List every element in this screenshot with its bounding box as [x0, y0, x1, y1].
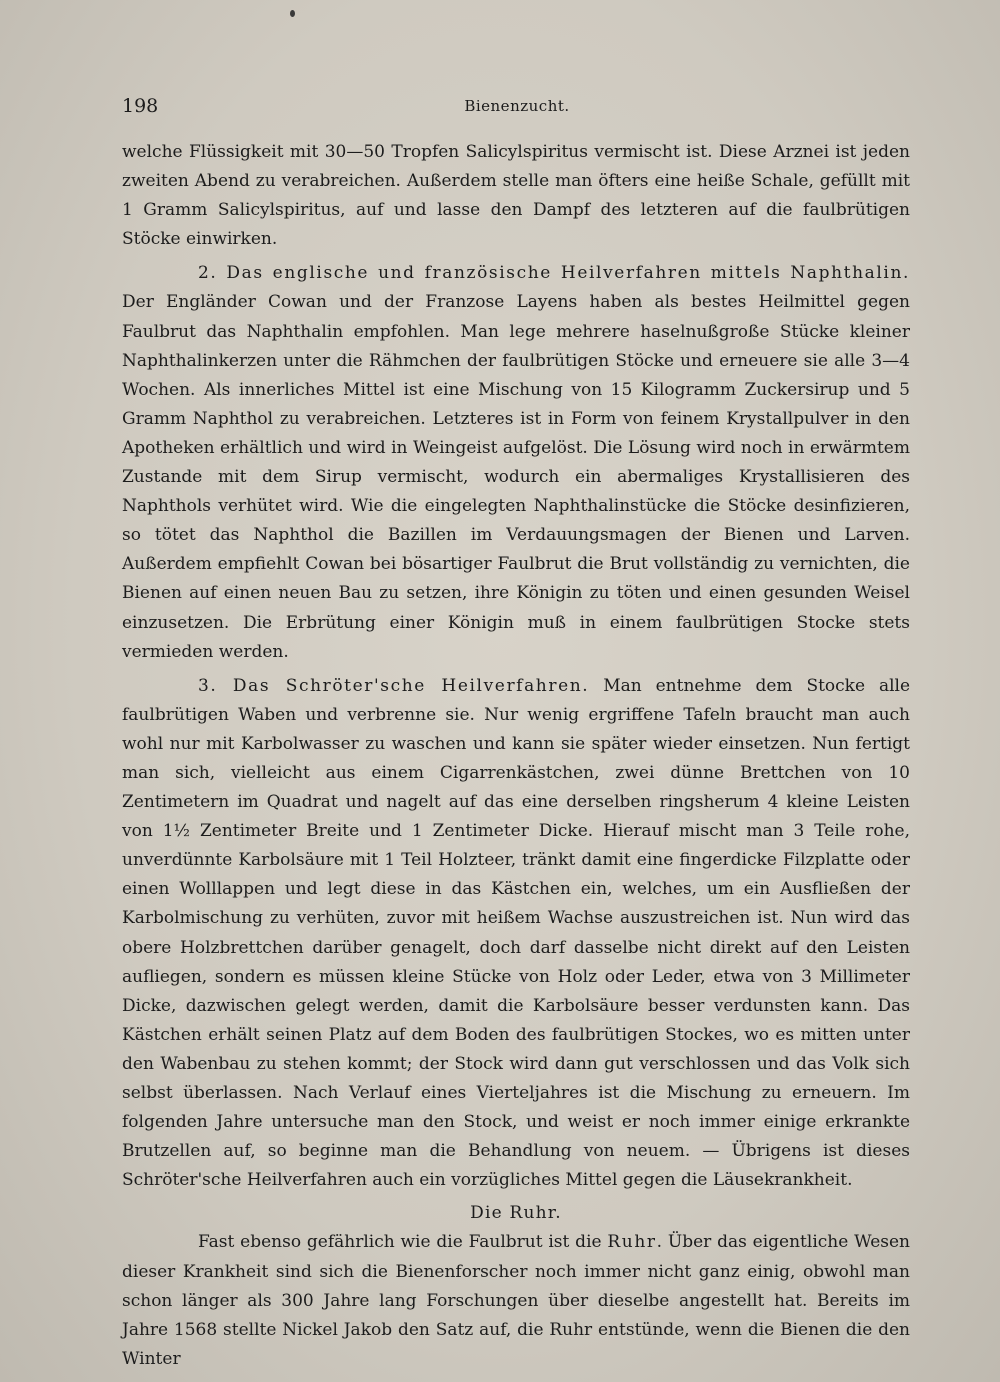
section-title: Die Ruhr. [470, 1203, 562, 1224]
paragraph-continuation: welche Flüssigkeit mit 30—50 Tropfen Salicylspiritus vermischt ist. Diese Arznei ist jeden zweiten Abend zu verabreichen. Außerdem stelle man öfters eine heiße Schale, gefüllt mit 1 Gramm Salicylspiritus, auf und lasse den Dampf des letzteren auf die faulbrütigen Stöcke einwirken. [122, 142, 910, 250]
paragraph-body: Man entnehme dem Stocke alle faulbrütigen Waben und verbrenne sie. Nur wenig ergriffene Tafeln braucht man auch wohl nur mit Karbolwasser zu waschen und kann sie später wieder einsetzen. Nun fertigt man sich, vielleicht aus einem Cigarrenkästchen, zwei dünne Brettchen von 10 Zentimetern im Quadrat und nagelt auf das eine derselben ringsherum 4 kleine Leisten von 1½ Zentimeter Breite und 1 Zentimeter Dicke. Hierauf mischt man 3 Teile rohe, unverdünnte Karbolsäure mit 1 Teil Holzteer, tränkt damit eine fingerdicke Filzplatte oder einen Wolllappen und legt diese in das Kästchen ein, welches, um ein Ausfließen der Karbolmischung zu verhüten, zuvor mit heißem Wachse auszustreichen ist. Nun wird das obere Holzbrettchen darüber genagelt, doch darf dasselbe nicht direkt auf den Leisten aufliegen, sondern es müssen kleine Stücke von Holz oder Leder, etwa von 3 Millimeter Dicke, dazwischen gelegt werden, damit die Karbolsäure besser verdunsten kann. Das Kästchen erhält seinen Platz auf dem Boden des faulbrütigen Stockes, wo es mitten unter den Wabenbau zu stehen kommt; der Stock wird dann gut verschlossen und das Volk sich selbst überlassen. Nach Verlauf eines Vierteljahres ist die Mischung zu erneuern. Im folgenden Jahre untersuche man den Stock, und weist er noch immer einige erkrankte Brutzellen auf, so beginne man die Behandlung von neuem. — Übrigens ist dieses Schröter'sche Heilverfahren auch ein vorzügliches Mittel gegen die Läusekrankheit. [122, 675, 911, 1191]
paragraph-heading: 3. Das Schröter'sche Heilverfahren. [198, 675, 590, 696]
page-number: 198 [122, 95, 159, 117]
paragraph-heading: 2. Das englische und französische Heilverfahren mittels Naphthalin. [198, 263, 910, 284]
emphasized-term: Ruhr [607, 1232, 657, 1253]
ink-speck [290, 10, 295, 17]
paragraph-lead: Fast ebenso gefährlich wie die Faulbrut ist die [198, 1232, 608, 1253]
paragraph-ruhr [122, 1228, 910, 1373]
paragraph-body: . Über das eigentliche Wesen dieser Krankheit sind sich die Bienenforscher noch immer nicht ganz einig, obwohl man schon länger als 300 Jahre lang Forschungen über dieselbe angestellt hat. Bereits im Jahre 1568 stellte Nickel Jakob den Satz auf, die Ruhr entstünde, wenn die Bienen die den Winter [122, 1232, 910, 1369]
body-text [122, 138, 910, 1374]
paragraph-body: Der Engländer Cowan und der Franzose Layens haben als bestes Heilmittel gegen Faulbrut das Naphthalin empfohlen. Man lege mehrere haselnußgroße Stücke kleiner Naphthalinkerzen unter die Rähmchen der faulbrütigen Stöcke und erneuere sie alle 3—4 Wochen. Als innerliches Mittel ist eine Mischung von 15 Kilogramm Zuckersirup und 5 Gramm Naphthol zu verabreichen. Letzteres ist in Form von feinem Krystallpulver in den Apotheken erhältlich und wird in Weingeist aufgelöst. Die Lösung wird noch in erwärmtem Zustande mit dem Sirup vermischt, wodurch ein abermaliges Krystallisieren des Naphthols verhütet wird. Wie die eingelegten Naphthalinstücke die Stöcke desinfizieren, so tötet das Naphthol die Bazillen im Verdauungsmagen der Bienen und Larven. Außerdem empfiehlt Cowan bei bösartiger Faulbrut die Brut vollständig zu vernichten, die Bienen auf einen neuen Bau zu setzen, ihre Königin zu töten und einen gesunden Weisel einzusetzen. Die Erbrütung einer Königin muß in einem faulbrütigen Stocke stets vermieden werden. [122, 292, 910, 662]
paragraph-schroeter [122, 672, 910, 1196]
paragraph-naphthalin [122, 259, 910, 666]
page-header [122, 95, 912, 121]
running-head: Bienenzucht. [464, 97, 570, 115]
